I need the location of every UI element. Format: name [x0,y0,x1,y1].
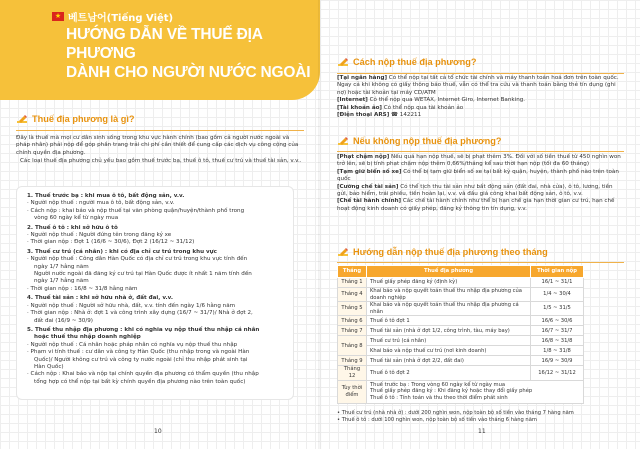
title-line-2: DÀNH CHO NGƯỜI NƯỚC NGOÀI [66,64,311,81]
cell-period: 16/6 ~ 30/6 [531,316,584,326]
tax-type-heading: 3. Thuế cư trú (cá nhân) : khi có địa chỉ cư trú trong khu vực [27,248,217,255]
col-month: Tháng [338,266,367,278]
cell-period: 16/9 ~ 30/9 [531,356,584,366]
divider [337,151,624,152]
tax-type-detail: tổng hợp có thể nộp tại bất kỳ chính quyền địa phương nào trên toàn quốc) [34,378,246,385]
page-number: 10 [154,428,162,435]
payment-method [337,97,624,104]
payment-methods [337,75,624,119]
tax-type-heading: 1. Thuế trước bạ : khi mua ô tô, bất động sản, v.v. [27,193,185,199]
cell-month: Tháng 8 [338,336,367,356]
tax-type-detail: ngày 1/7 hằng năm [34,263,89,270]
anytime-line: Thuế trước bạ : Trong vòng 60 ngày kể từ ngày mua [370,381,506,388]
pencil-icon [337,246,349,258]
cell-period: 1/8 ~ 31/8 [531,346,584,356]
penalty-label: [Chế tài hành chính] [337,198,402,205]
cell-month: Tháng 7 [338,326,367,336]
right-page [320,0,640,449]
tax-type-detail: · Thời gian nộp : Nhà ở: đợt 1 và công trình xây dựng (16/7 ~ 31/7)/ Nhà ở đợt 2, [27,310,253,317]
divider [337,73,624,74]
cell-month: Tháng 12 [338,366,367,380]
cell-month: Tùy thời điểm [338,380,367,403]
divider [16,130,304,131]
table-row-anytime [338,380,584,403]
intro-paragraph-1: Đây là thuế mà mọi cư dân sinh sống trong khu vực hành chính (bao gồm cả người nước ngoài và pháp nhân) phải nộp để góp phần trang trải chi phí cần thiết để cung cấp các dịch vụ công cộng của chính quyền địa phương. [16,135,299,156]
cell-period: 1/4 ~ 30/4 [531,288,584,302]
pencil-icon [337,56,349,68]
pencil-icon [16,113,28,125]
penalty-text: Các chế tài hành chính như thể bị hạn chế gia hạn thời gian cư trú, hạn chế hoạt động kinh doanh có giấy phép, đăng ký thông tin tín dụng, v.v. [337,198,615,212]
penalty-text: Có thể bị tạm giữ biển số xe tại bất kỳ quận, huyện, thành phố nào trên toàn quốc [337,168,619,183]
payment-method-label: [Tài khoản ảo] [337,104,382,111]
cell-period: 16/8 ~ 31/8 [531,336,584,346]
section-title-how-to-pay [337,56,476,68]
penalty-text: Có thể tịch thu tài sản như bất động sản (đất đai, nhà cửa), ô tô, lương, tiền gửi, bảo hiểm, trái phiếu, tiền hoàn lại, v.v. và đấu giá công khai bất động sản, ô tô, v.v. [337,183,613,198]
table-row [338,336,584,346]
table-row [338,316,584,326]
penalty-item [337,154,624,169]
table-row [338,346,584,356]
cell-tax: Thuế cư trú (cá nhân) [367,336,531,346]
tax-type-detail: đất đai (16/9 ~ 30/9) [34,317,93,324]
cell-period: 16/7 ~ 31/7 [531,326,584,336]
tax-type-heading: 5. Thuế thu nhập địa phương : khi có nghĩa vụ nộp thuế thu nhập cá nhân [27,326,260,333]
cell-month: Tháng 1 [338,278,367,288]
cell-period: 16/1 ~ 31/1 [531,278,584,288]
cell-period: 16/12 ~ 31/12 [531,366,584,380]
tax-type-detail: · Người nộp thuế : Công dân Hàn Quốc có địa chỉ cư trú trong khu vực tính đến [27,256,248,263]
anytime-line: Thuế giấy phép đăng ký : Khi đăng ký hoặc thay đổi giấy phép [370,388,533,395]
section-title-text: Cách nộp thuế địa phương? [353,57,477,67]
page-number: 11 [478,428,486,435]
tax-type-detail: · Người nộp thuế : Người đứng tên trong đăng ký xe [27,232,172,239]
monthly-tax-table [337,265,584,404]
tax-type-heading: 4. Thuế tài sản : khi sở hữu nhà ở, đất đai, v.v. [27,295,173,302]
tax-type-detail: hoặc thuế thu nhập doanh nghiệp [34,334,141,341]
cell-tax: Thuế tài sản (nhà ở đợt 1/2, công trình, tàu, máy bay) [367,326,531,336]
col-period: Thời gian nộp [531,266,584,278]
penalty-item [337,198,624,213]
payment-method [337,75,624,97]
payment-method-text: ☎ 142211 [389,112,422,119]
tax-type-detail: · Phạm vi tính thuế : cư dân và công ty Hàn Quốc (thu nhập trong và ngoài Hàn [27,349,250,356]
cell-tax: Thuế tài sản (nhà ở đợt 2/2, đất đai) [367,356,531,366]
penalty-item [337,169,624,184]
anytime-line: Thuế ô tô : Tính toán và thu theo thời điểm phát sinh [370,394,508,401]
penalty-label: [Phạt chậm nộp] [337,154,390,160]
header-banner [0,0,320,100]
penalty-item [337,184,624,199]
tax-type-detail: · Cách nộp : khai báo và nộp thuế tại văn phòng quận/huyện/thành phố trong [27,207,245,214]
title-line-1: HƯỚNG DẪN VỀ THUẾ ĐỊA PHƯƠNG [66,26,263,62]
table-row [338,356,584,366]
payment-method-label: [Điện thoại ARS] [337,112,390,119]
cell-period: 1/5 ~ 31/5 [531,302,584,316]
col-tax: Thuế địa phương [367,266,531,278]
pencil-icon [337,135,349,147]
payment-method-text: Có thể nộp qua tài khoản ảo [382,104,464,111]
tax-type-detail: · Người nộp thuế : Người sở hữu nhà, đất, v.v. tính đến ngày 1/6 hằng năm [27,302,236,309]
penalty-text: Nếu quá hạn nộp thuế, sẽ bị phạt thêm 3%. Đối với số tiền thuế từ 450 nghìn won trở lên, sẽ bị tính phạt chậm nộp thêm 0,66%/tháng kể sau thời hạn nộp (tối đa 60 tháng) [337,154,621,168]
payment-method [337,112,624,119]
tax-type-heading: 2. Thuế ô tô : khi sở hữu ô tô [27,224,118,231]
tax-type-detail: · Thời gian nộp : 16/8 ~ 31/8 hằng năm [27,285,138,292]
cell-month: Tháng 5 [338,302,367,316]
tax-type-detail: · Thời gian nộp : Đợt 1 (16/6 ~ 30/6), Đợt 2 (16/12 ~ 31/12) [27,239,195,246]
cell-tax: Khai báo và nộp thuế cư trú (nơi kinh doanh) [367,346,531,356]
cell-month: Tháng 9 [338,356,367,366]
payment-method [337,105,624,112]
section-title-what-is [16,113,135,125]
payment-method-text: Có thể nộp tại tất cả tổ chức tài chính và máy thanh toán hoá đơn trên toàn quốc. Ngay cả khi không có giấy thông báo thuế, vẫn có thể tra cứu và thanh toán bằng thẻ tín dụng (ghi nợ) hoặc tài khoản tại máy CD/ATM [337,75,619,96]
intro-paragraph-2: Các loại thuế địa phương chủ yếu bao gồm thuế trước bạ, thuế ô tô, thuế cư trú và thuế tài sản, v.v.. [20,158,302,164]
cell-tax: Khai báo và nộp quyết toán thuế thu nhập địa phương cá nhân [367,302,531,316]
section-title-monthly [337,246,548,258]
tax-type-detail: ngày 1/7 hằng năm [34,278,89,285]
page-title [66,25,316,82]
table-row [338,326,584,336]
cell-month: Tháng 4 [338,288,367,302]
penalty-list [337,154,624,213]
tax-type-detail: · Người nộp thuế : người mua ô tô, bất động sản, v.v. [27,200,175,207]
cell-tax: Thuế ô tô đợt 2 [367,366,531,380]
tax-type-detail: Hàn Quốc) [34,363,64,370]
section-title-text: Hướng dẫn nộp thuế địa phương theo tháng [353,247,548,257]
table-row [338,302,584,316]
cell-month: Tháng 6 [338,316,367,326]
tax-type-detail: · Cách nộp : Khai báo và nộp tại chính quyền địa phương có thẩm quyền (thu nhập [27,371,259,378]
penalty-label: [Cưỡng chế tài sản] [337,183,399,190]
tax-type-detail: vòng 60 ngày kể từ ngày mua [34,215,119,222]
vietnam-flag-icon: ★ [52,12,64,21]
table-row [338,278,584,288]
penalty-label: [Tạm giữ biển số xe] [337,168,402,175]
footnote: • Thuế ô tô : dưới 100 nghìn won, nộp toàn bộ số tiền vào tháng 6 hàng năm [337,417,537,423]
section-title-penalties [337,135,501,147]
tax-type-detail: Quốc)/ Người không cư trú và công ty nước ngoài (chỉ thu nhập phát sinh tại [34,356,248,363]
payment-method-text: Có thể nộp qua WETAX, Internet Giro, Internet Banking. [367,97,526,104]
cell-anytime [367,380,584,403]
tax-type-detail: · Người nộp thuế : Cá nhân hoặc pháp nhân có nghĩa vụ nộp thuế thu nhập [27,341,238,348]
section-title-text: Thuế địa phương là gì? [32,114,135,124]
cell-tax: Thuế giấy phép đăng ký (định kỳ) [367,278,531,288]
table-header-row [338,266,584,278]
footnote: • Thuế cư trú (nhà nhà ở) : dưới 200 nghìn won, nộp toàn bộ số tiền vào tháng 7 hàng năm [337,410,574,416]
section-title-text: Nếu không nộp thuế địa phương? [353,136,502,146]
table-row [338,366,584,380]
divider [337,262,624,263]
page-gutter [318,0,322,449]
payment-method-label: [Tại ngân hàng] [337,75,388,81]
tax-types-box [16,186,294,400]
payment-method-label: [Internet] [337,97,368,104]
cell-tax: Khai báo và nộp quyết toán thuế thu nhập địa phương của doanh nghiệp [367,288,531,302]
language-label: 베트남어(Tiếng Việt) [68,13,174,24]
tax-type-detail: Người nước ngoài đã đăng ký cư trú tại Hàn Quốc được ít nhất 1 năm tính đến [34,271,252,278]
footnotes [337,410,624,424]
table-row [338,288,584,302]
cell-tax: Thuế ô tô đợt 1 [367,316,531,326]
